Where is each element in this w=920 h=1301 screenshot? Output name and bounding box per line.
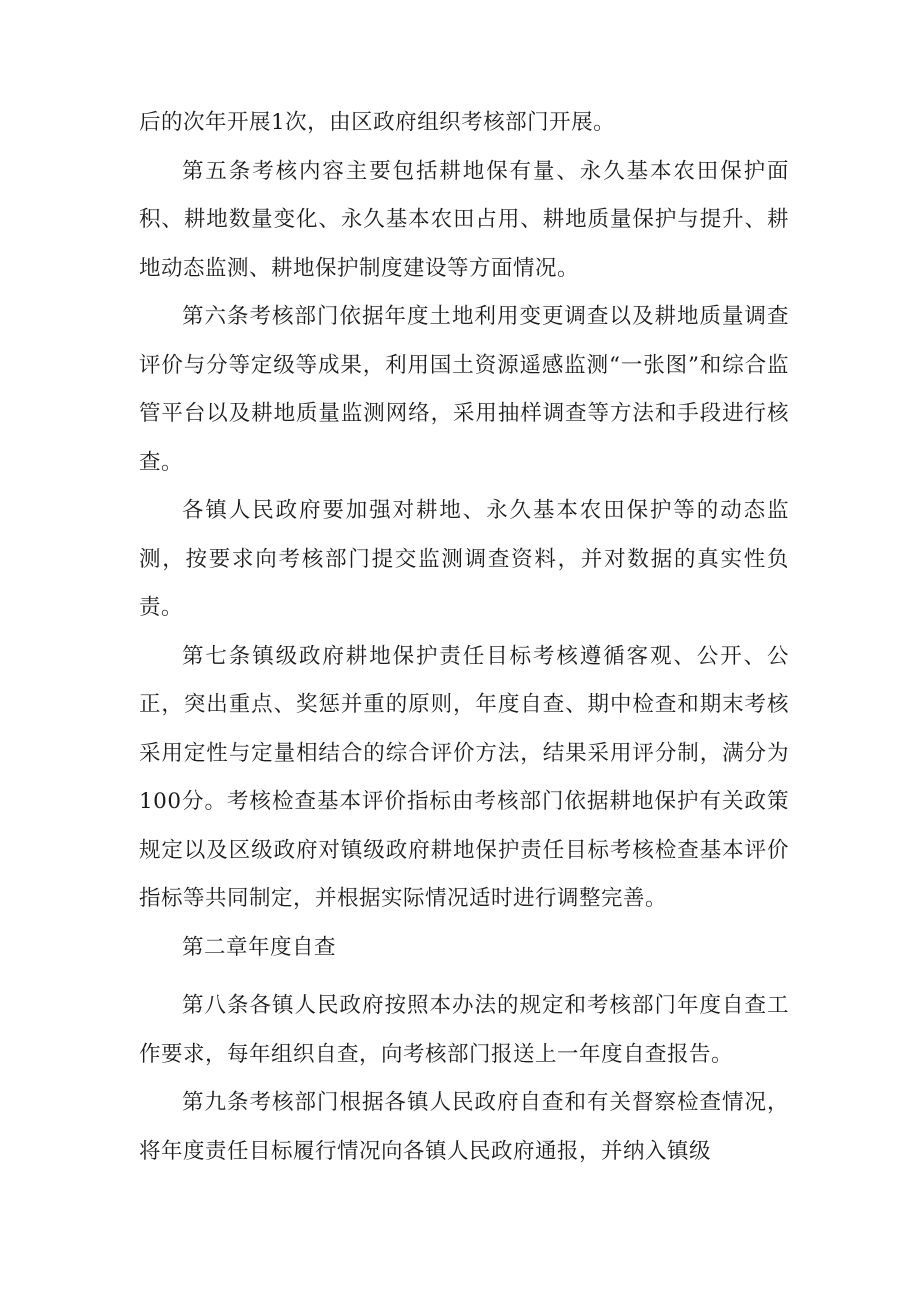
- paragraph-continuation: 后的次年开展1次，由区政府组织考核部门开展。: [139, 110, 616, 135]
- paragraph-article-8: 第八条各镇人民政府按照本办法的规定和考核部门年度自查工作要求，每年组织自查，向考核部门报送上一年度自查报告。: [139, 993, 789, 1067]
- chapter-heading: 第二章年度自查: [182, 934, 337, 960]
- document-body: [139, 99, 789, 1176]
- paragraph-town-monitoring: 各镇人民政府要加强对耕地、永久基本农田保护等的动态监测，按要求向考核部门提交监测调查资料，并对数据的真实性负责。: [139, 498, 789, 620]
- paragraph-article-7: 第七条镇级政府耕地保护责任目标考核遵循客观、公开、公正，突出重点、奖惩并重的原则，年度自查、期中检查和期末考核采用定性与定量相结合的综合评价方法，结果采用评分制，满分为100分。考核检查基本评价指标由考核部门依据耕地保护有关政策规定以及区级政府对镇级政府耕地保护责任目标考核检查基本评价指标等共同制定，并根据实际情况适时进行调整完善。: [139, 643, 789, 911]
- paragraph-article-5: 第五条考核内容主要包括耕地保有量、永久基本农田保护面积、耕地数量变化、永久基本农田占用、耕地质量保护与提升、耕地动态监测、耕地保护制度建设等方面情况。: [139, 158, 789, 281]
- paragraph-article-6: 第六条考核部门依据年度土地利用变更调查以及耕地质量调查评价与分等定级等成果，利用国土资源遥感监测“一张图”和综合监管平台以及耕地质量监测网络，采用抽样调查等方法和手段进行核查。: [139, 304, 789, 475]
- paragraph-article-9: 第九条考核部门根据各镇人民政府自查和有关督察检查情况，将年度责任目标履行情况向各镇人民政府通报，并纳入镇级: [139, 1090, 789, 1164]
